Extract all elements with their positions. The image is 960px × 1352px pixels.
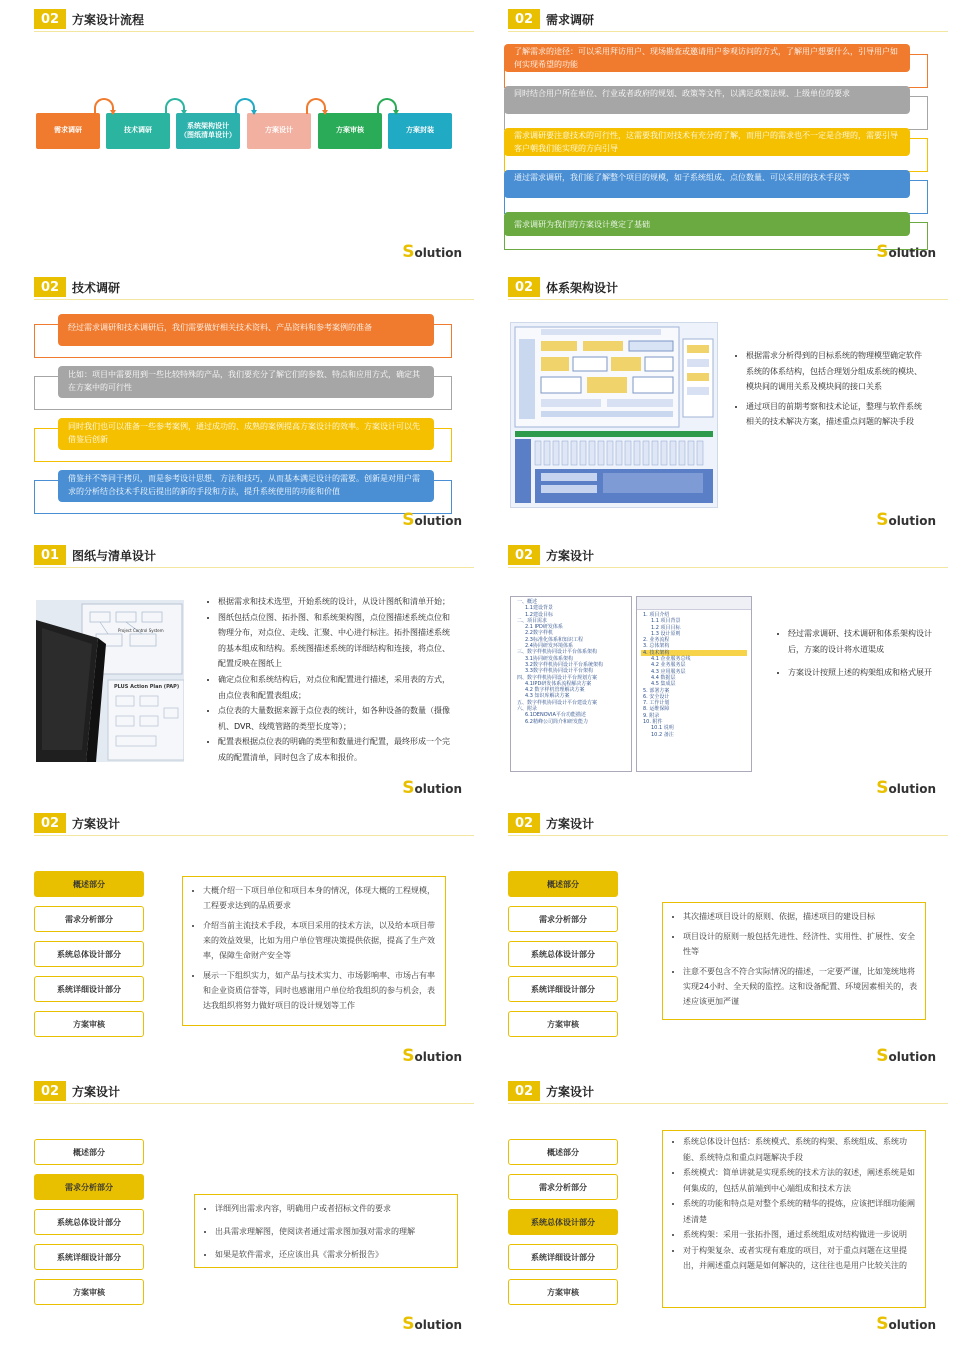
section-menu [508, 1139, 618, 1314]
toc-entry[interactable]: 1.2 项目目标 [651, 624, 681, 631]
flow-step: 需求调研 [36, 113, 100, 149]
slide-solution-design-overview [0, 804, 474, 1072]
header-divider [508, 31, 948, 32]
info-bar: 了解需求的途径：可以采用拜访用户、现场勘查或邀请用户参观访问的方式，了解用户想要什么，引导用户如何实现希望的功能 [504, 44, 928, 88]
header-divider [508, 299, 948, 300]
solution-logo: Solution [402, 1314, 462, 1334]
toc-entry[interactable]: 三、数字样机协同设计平台体系架构 [517, 649, 598, 656]
slide-header [508, 812, 594, 834]
bullet-item: • 展示一下组织实力，如产品与技术实力、市场影响率、市场占有率和企业资质信誉等，同时也感谢用户单位给我组织的参与机会，表达我组织将努力做好项目的设计规划等工作 [203, 968, 439, 1013]
bullet-item: • 详细列出需求内容，明确用户或者招标文件的要求 [215, 1201, 451, 1216]
bullet-item: • 方案设计按照上述的构架组成和格式展开 [788, 665, 934, 681]
toc-entry[interactable]: 2.3标准化体系和知识工程 [525, 636, 583, 643]
slide-tech-research [0, 268, 474, 536]
slide-header [508, 276, 618, 298]
slide-drawings-list [0, 536, 474, 804]
section-number: 02 [34, 9, 66, 29]
toc-entry[interactable]: 4.1IPD研发体系流程解决方案 [525, 680, 592, 687]
menu-item-overview[interactable]: 概述部分 [508, 1139, 618, 1165]
content-box [662, 1130, 926, 1308]
toc-entry[interactable]: 3.2数字样机协同设计平台系统架构 [525, 661, 603, 668]
flow-arrow-icon [165, 98, 185, 114]
menu-item-overall-design[interactable]: 系统总体设计部分 [508, 1209, 618, 1235]
section-number: 02 [34, 277, 66, 297]
menu-item-review[interactable]: 方案审核 [508, 1279, 618, 1305]
toc-entry[interactable]: 5. 部署方案 [643, 687, 670, 694]
laptop-plan-photo [36, 600, 184, 762]
toc-entry[interactable]: 4.3 知识库解决方案 [525, 693, 570, 700]
toc-entry[interactable]: 六、附录 [517, 706, 538, 713]
flow-step: 方案设计 [247, 113, 311, 149]
slide-title: 方案设计 [72, 1084, 121, 1099]
toc-entry[interactable]: 1.3 设计原则 [651, 630, 681, 637]
slide-title: 方案设计 [546, 548, 595, 563]
flow-arrow-icon [377, 98, 397, 114]
slide-title: 方案设计 [546, 1084, 595, 1099]
bullet-item: • 出具需求理解图，使阅读者通过需求图加强对需求的理解 [215, 1224, 451, 1239]
solution-logo: Solution [402, 778, 462, 798]
header-divider [34, 835, 474, 836]
slide-title: 方案设计流程 [72, 12, 145, 27]
section-number: 02 [34, 813, 66, 833]
section-number: 02 [508, 277, 540, 297]
toc-entry[interactable]: 10. 附件 [643, 719, 663, 726]
toc-entry[interactable]: 4.1 企业服务总线 [651, 656, 691, 663]
bullet-item: • 根据需求分析得到的目标系统的物理模型确定软件系统的体系结构，包括合理划分组成系统的模块、模块间的调用关系及模块间的接口关系 [746, 348, 928, 395]
toc-entry[interactable]: 6.2精峰公司简介和研发能力 [525, 718, 588, 725]
bullet-item: • 确定点位和系统结构后，对点位和配置进行描述，采用表的方式，由点位表和配置表组成； [218, 672, 454, 703]
header-divider [508, 835, 948, 836]
bullet-item: • 图纸包括点位图、拓扑图、和系统架构图，点位图描述系统点位和物理分布，对点位、走线、汇聚、中心进行标注。拓扑图描述系统的基本组成和结构。系统图描述系统的详细结构和连接，将点位、配置反映在图纸上 [218, 610, 454, 672]
bullet-list [732, 348, 928, 434]
panel-caption: Project Control System [118, 628, 164, 633]
toc-entry[interactable]: 4.5 集成层 [651, 681, 676, 688]
slide-header [508, 544, 594, 566]
menu-item-detailed-design[interactable]: 系统详细设计部分 [34, 976, 144, 1002]
toc-entry[interactable]: 1. 项目介绍 [643, 612, 670, 618]
header-divider [508, 1103, 948, 1104]
header-divider [34, 567, 474, 568]
menu-item-overview[interactable]: 概述部分 [34, 1139, 144, 1165]
toc-entry[interactable]: 2.4协同研发环境体系 [525, 643, 573, 650]
header-divider [34, 299, 474, 300]
bullet-item: • 系统的功能和特点是对整个系统的精华的提炼，应该把详细功能阐述清楚 [683, 1196, 919, 1227]
solution-logo: Solution [876, 242, 936, 262]
menu-item-review[interactable]: 方案审核 [508, 1011, 618, 1037]
bullet-item: • 系统构架：采用一张拓扑图，通过系统组成对结构做进一步说明 [683, 1227, 919, 1243]
slide-title: 体系架构设计 [546, 280, 619, 295]
info-bar: 同时我们也可以准备一些参考案例，通过成功的、成熟的案例提高方案设计的效率。方案设计可以先借鉴后创新 [34, 418, 452, 462]
menu-item-overall-design[interactable]: 系统总体设计部分 [34, 1209, 144, 1235]
toc-entry[interactable]: 1.1 项目背景 [651, 618, 681, 625]
toc-entry[interactable]: 一、概述 [517, 599, 538, 605]
section-number: 01 [34, 545, 66, 565]
slide-solution-design-overall [474, 1072, 948, 1340]
toc-entry[interactable]: 4.3 应用服务层 [651, 668, 686, 675]
toc-window-left [510, 596, 632, 772]
solution-logo: Solution [402, 242, 462, 262]
bullet-item: • 通过项目的前期考察和技术论证，整理与软件系统相关的技术解决方案，描述重点问题的解决手段 [746, 399, 928, 430]
slide-architecture [474, 268, 948, 536]
content-box [662, 902, 926, 1020]
section-number: 02 [508, 1081, 540, 1101]
section-number: 02 [508, 9, 540, 29]
architecture-diagram [510, 322, 718, 508]
toc-entry[interactable]: 3.3数字样机协同设计平台架构 [525, 668, 593, 675]
menu-item-requirements[interactable]: 需求分析部分 [34, 1174, 144, 1200]
slide-header [34, 276, 120, 298]
bullet-item: • 其次描述项目设计的原则、依据，描述项目的建设目标 [683, 909, 919, 924]
bullet-item: • 系统总体设计包括：系统模式、系统的构架、系统组成、系统功能、系统特点和重点问题解决手段 [683, 1134, 919, 1165]
section-number: 02 [508, 545, 540, 565]
info-bar: 需求调研为我们的方案设计奠定了基础 [504, 212, 928, 250]
solution-logo: Solution [876, 510, 936, 530]
bullet-item: • 对于构架复杂、或者实现有难度的项目，对于重点问题在这里提出，并阐述重点问题是如何解决的，这往往也是用户比较关注的 [683, 1243, 919, 1274]
toc-entry[interactable]: 3.1协同研发体系架构 [525, 655, 573, 662]
solution-logo: Solution [876, 778, 936, 798]
info-bar: 同时结合用户所在单位、行业或者政府的规划、政策等文件，以满足政策法规、上级单位的要求 [504, 86, 928, 130]
toc-entry[interactable]: 2. 业务流程 [643, 637, 670, 644]
menu-item-overview[interactable]: 概述部分 [34, 871, 144, 897]
toc-entry[interactable]: 8. 运维保障 [643, 706, 670, 713]
section-menu [508, 871, 618, 1046]
slide-solution-design-toc [474, 536, 948, 804]
toc-entry[interactable]: 1.2建设目标 [525, 611, 553, 618]
slide-header [508, 8, 594, 30]
toc-entry[interactable]: 10.1 说明 [651, 725, 674, 732]
bullet-item: • 如果是软件需求，还应该出具《需求分析报告》 [215, 1247, 451, 1262]
header-divider [34, 31, 474, 32]
slide-title: 方案设计 [546, 816, 595, 831]
info-bar: 需求调研要注意技术的可行性，这需要我们对技术有充分的了解，而用户的需求也不一定是合理的，需要引导客户朝我们能实现的方向引导 [504, 128, 928, 172]
header-divider [34, 1103, 474, 1104]
slide-solution-design-requirements [0, 1072, 474, 1340]
toc-entry[interactable]: 2.1 IPD研发体系 [525, 624, 563, 631]
bullet-list [774, 626, 934, 685]
bullet-item: • 系统模式：简单讲就是实现系统的技术方法的叙述，阐述系统是如何集成的，包括从前端到中心端组成和技术方法 [683, 1165, 919, 1196]
bullet-item: • 配置表根据点位表的明确的类型和数量进行配置，最终形成一个完成的配置清单，同时包含了成本和报价。 [218, 734, 454, 765]
toc-window-right [636, 596, 752, 772]
flow-step: 方案封装 [388, 113, 452, 149]
bullet-item: • 根据需求和技术选型，开始系统的设计，从设计图纸和清单开始； [218, 594, 454, 610]
section-number: 02 [508, 813, 540, 833]
info-bar: 通过需求调研，我们能了解整个项目的规模，如子系统组成、点位数量、可以采用的技术手段等 [504, 170, 928, 214]
menu-item-overall-design[interactable]: 系统总体设计部分 [34, 941, 144, 967]
toc-entry[interactable]: 7. 工作计划 [643, 700, 670, 707]
slide-header [34, 1080, 120, 1102]
toc-entry[interactable]: 6. 安全设计 [643, 693, 670, 700]
menu-item-review[interactable]: 方案审核 [34, 1011, 144, 1037]
toc-entry[interactable]: 4. 技术架构 [641, 650, 747, 656]
bullet-list [206, 594, 454, 766]
info-bar: 经过需求调研和技术调研后，我们需要做好相关技术资料、产品资料和参考案例的准备 [34, 314, 452, 358]
menu-item-overview[interactable]: 概述部分 [508, 871, 618, 897]
slide-header [34, 8, 144, 30]
toc-entry[interactable]: 4.4 数据层 [651, 674, 676, 681]
flow-step: 方案审核 [318, 113, 382, 149]
menu-item-overall-design[interactable]: 系统总体设计部分 [508, 941, 618, 967]
architecture-graphic [511, 323, 717, 507]
slide-header [34, 544, 156, 566]
content-box [182, 876, 446, 1026]
bullet-item: • 注意不要包含不符合实际情况的描述，一定要严谨，比如笼统地将实现24小时、全天候的监控。这和设备配置、环境因素相关的，表述应该更加严谨 [683, 964, 919, 1009]
solution-logo: Solution [876, 1314, 936, 1334]
plan-caption: PLUS Action Plan (PAP) [114, 684, 180, 690]
solution-logo: Solution [876, 1046, 936, 1066]
toc-entry[interactable]: 6.1DENOVIA平台功能描述 [525, 712, 586, 719]
flow-step: 系统架构设计 （图纸清单设计） [176, 113, 240, 149]
solution-logo: Solution [402, 510, 462, 530]
info-bar: 比如：项目中需要用到一些比较特殊的产品，我们要充分了解它们的参数、特点和应用方式，确定其在方案中的可行性 [34, 366, 452, 410]
slide-requirement-research [474, 0, 948, 268]
slide-header [34, 812, 120, 834]
section-menu [34, 1139, 144, 1314]
slide-title: 技术调研 [72, 280, 121, 295]
toc-entry[interactable]: 3. 总体架构 [643, 643, 670, 650]
toc-entry[interactable]: 1.1建设背景 [525, 605, 553, 612]
slide-title: 需求调研 [546, 12, 595, 27]
info-bar: 借鉴并不等同于拷贝，而是参考设计思想、方法和技巧，从而基本满足设计的需要。创新是对用户需求的分析结合技术手段后提出的新的手段和方法，提升系统使用的功能和价值 [34, 470, 452, 514]
bullet-item: • 经过需求调研、技术调研和体系架构设计后，方案的设计将水道渠成 [788, 626, 934, 657]
toc-entry[interactable]: 五、数字样机协同设计平台建设方案 [517, 699, 598, 706]
slide-header [508, 1080, 594, 1102]
menu-item-requirements[interactable]: 需求分析部分 [508, 1174, 618, 1200]
solution-logo: Solution [402, 1046, 462, 1066]
toc-entry[interactable]: 10.2 备注 [651, 731, 674, 738]
bullet-item: • 项目设计的原则一般包括先进性、经济性、实用性、扩展性、安全性等 [683, 929, 919, 959]
flow-arrow-icon [94, 98, 114, 114]
flow-arrow-icon [235, 98, 255, 114]
bullet-item: • 点位表的大量数据来源于点位表的统计，如各种设备的数量（摄像机、DVR、线缆管路的类型长度等）； [218, 703, 454, 734]
toc-entry[interactable]: 二、项目需求 [517, 617, 548, 624]
menu-item-detailed-design[interactable]: 系统详细设计部分 [34, 1244, 144, 1270]
toc-entry[interactable]: 9. 附录 [643, 712, 660, 719]
slide-solution-design-principles [474, 804, 948, 1072]
menu-item-requirements[interactable]: 需求分析部分 [508, 906, 618, 932]
section-number: 02 [34, 1081, 66, 1101]
menu-item-detailed-design[interactable]: 系统详细设计部分 [508, 1244, 618, 1270]
slide-title: 图纸与清单设计 [72, 548, 157, 563]
toc-entry[interactable]: 4.2 数字样机管理解决方案 [525, 687, 585, 694]
section-menu [34, 871, 144, 1046]
menu-item-detailed-design[interactable]: 系统详细设计部分 [508, 976, 618, 1002]
toc-entry[interactable]: 四、数字样机协同设计平台规划方案 [517, 674, 598, 681]
slide-process-flow [0, 0, 474, 268]
bullet-item: • 大概介绍一下项目单位和项目本身的情况，体现大概的工程规模，工程要求达到的品质要求 [203, 883, 439, 913]
flow-step: 技术调研 [106, 113, 170, 149]
menu-item-requirements[interactable]: 需求分析部分 [34, 906, 144, 932]
toc-entry[interactable]: 2.2数字样机 [525, 630, 553, 637]
toc-entry[interactable]: 4.2 业务服务层 [651, 662, 686, 669]
content-box [194, 1194, 458, 1268]
menu-item-review[interactable]: 方案审核 [34, 1279, 144, 1305]
header-divider [508, 567, 948, 568]
bullet-item: • 介绍当前主流技术手段，本项目采用的技术方法，以及给本项目带来的效益效果，比如为用户单位管理决策提供依据，提高了生产效率，保障生命财产安全等 [203, 918, 439, 963]
slide-title: 方案设计 [72, 816, 121, 831]
flow-arrow-icon [306, 98, 326, 114]
